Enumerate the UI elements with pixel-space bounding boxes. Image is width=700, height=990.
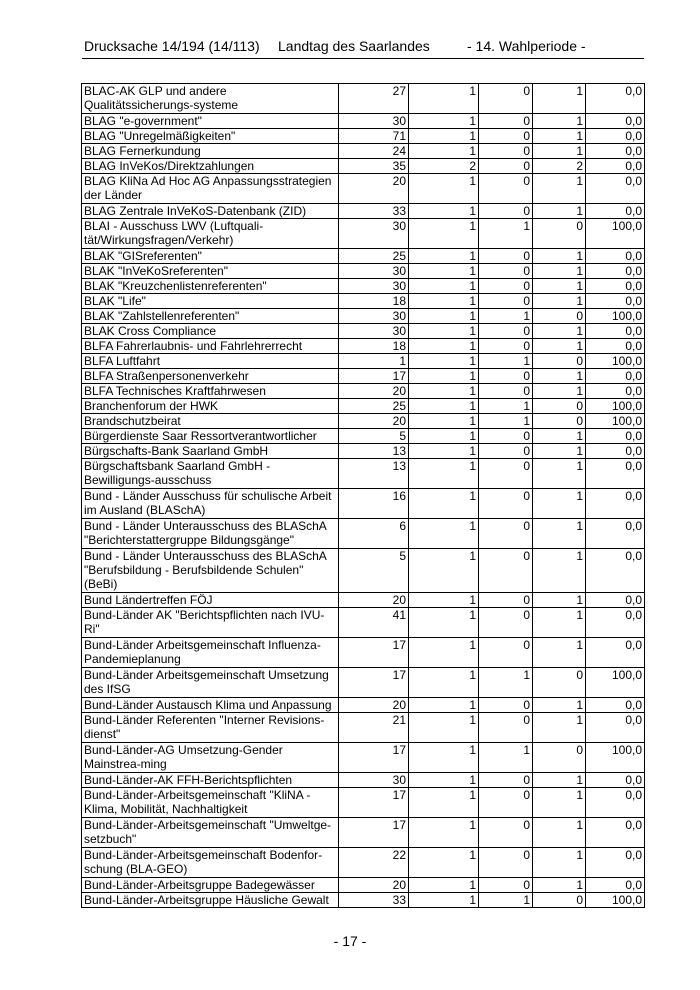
col-1-cell: 25 bbox=[339, 249, 409, 264]
col-2-cell: 1 bbox=[409, 429, 479, 444]
col-3-cell: 0 bbox=[479, 339, 533, 354]
col-3-cell: 0 bbox=[479, 459, 533, 489]
col-1-cell: 25 bbox=[339, 399, 409, 414]
col-1-cell: 20 bbox=[339, 878, 409, 893]
col-3-cell: 0 bbox=[479, 608, 533, 638]
col-3-cell: 0 bbox=[479, 638, 533, 668]
percentage-cell: 0,0 bbox=[586, 549, 645, 593]
col-3-cell: 0 bbox=[479, 549, 533, 593]
col-2-cell: 1 bbox=[409, 309, 479, 324]
committee-name-cell: Bund-Länder-Arbeitsgemeinschaft "KliNA - Klima, Mobilität, Nachhaltigkeit bbox=[82, 788, 339, 818]
col-1-cell: 30 bbox=[339, 114, 409, 129]
col-4-cell: 1 bbox=[533, 144, 586, 159]
table-row bbox=[82, 638, 645, 668]
table-row bbox=[82, 489, 645, 519]
col-1-cell: 5 bbox=[339, 549, 409, 593]
col-1-cell: 17 bbox=[339, 638, 409, 668]
committee-name-cell: BLAG KliNa Ad Hoc AG Anpassungsstrategien der Länder bbox=[82, 174, 339, 204]
committee-name-cell: Bund - Länder Unterausschuss des BLASchA "Berufsbildung - Berufsbildende Schulen" (BeBi) bbox=[82, 549, 339, 593]
col-4-cell: 1 bbox=[533, 384, 586, 399]
percentage-cell: 0,0 bbox=[586, 84, 645, 114]
table-row bbox=[82, 698, 645, 713]
col-3-cell: 0 bbox=[479, 294, 533, 309]
col-2-cell: 1 bbox=[409, 294, 479, 309]
committee-name-cell: Branchenforum der HWK bbox=[82, 399, 339, 414]
percentage-cell: 0,0 bbox=[586, 429, 645, 444]
col-4-cell: 1 bbox=[533, 114, 586, 129]
col-1-cell: 16 bbox=[339, 489, 409, 519]
col-3-cell: 0 bbox=[479, 159, 533, 174]
col-1-cell: 20 bbox=[339, 414, 409, 429]
table-row bbox=[82, 743, 645, 773]
col-1-cell: 1 bbox=[339, 354, 409, 369]
col-4-cell: 1 bbox=[533, 294, 586, 309]
percentage-cell: 0,0 bbox=[586, 174, 645, 204]
col-1-cell: 5 bbox=[339, 429, 409, 444]
percentage-cell: 0,0 bbox=[586, 638, 645, 668]
table-row bbox=[82, 114, 645, 129]
col-4-cell: 1 bbox=[533, 324, 586, 339]
col-2-cell: 1 bbox=[409, 114, 479, 129]
col-1-cell: 24 bbox=[339, 144, 409, 159]
col-4-cell: 0 bbox=[533, 399, 586, 414]
committee-name-cell: Bund-Länder-Arbeitsgruppe Badegewässer bbox=[82, 878, 339, 893]
table-row bbox=[82, 519, 645, 549]
col-4-cell: 1 bbox=[533, 773, 586, 788]
col-3-cell: 0 bbox=[479, 279, 533, 294]
table-row bbox=[82, 144, 645, 159]
percentage-cell: 0,0 bbox=[586, 459, 645, 489]
col-1-cell: 17 bbox=[339, 818, 409, 848]
col-2-cell: 2 bbox=[409, 159, 479, 174]
col-1-cell: 6 bbox=[339, 519, 409, 549]
col-2-cell: 1 bbox=[409, 219, 479, 249]
col-3-cell: 0 bbox=[479, 444, 533, 459]
percentage-cell: 100,0 bbox=[586, 354, 645, 369]
table-row bbox=[82, 788, 645, 818]
percentage-cell: 0,0 bbox=[586, 279, 645, 294]
col-3-cell: 0 bbox=[479, 204, 533, 219]
percentage-cell: 0,0 bbox=[586, 159, 645, 174]
percentage-cell: 0,0 bbox=[586, 848, 645, 878]
committee-name-cell: Bund-Länder-Arbeitsgruppe Häusliche Gewalt bbox=[82, 893, 339, 908]
committee-name-cell: Bund-Länder-Arbeitsgemeinschaft Bodenfor-schung (BLA-GEO) bbox=[82, 848, 339, 878]
col-1-cell: 30 bbox=[339, 264, 409, 279]
col-3-cell: 0 bbox=[479, 848, 533, 878]
col-3-cell: 0 bbox=[479, 249, 533, 264]
col-4-cell: 1 bbox=[533, 459, 586, 489]
percentage-cell: 0,0 bbox=[586, 369, 645, 384]
committee-table bbox=[81, 83, 645, 908]
header-divider bbox=[82, 58, 644, 59]
percentage-cell: 100,0 bbox=[586, 219, 645, 249]
col-1-cell: 27 bbox=[339, 84, 409, 114]
col-3-cell: 0 bbox=[479, 174, 533, 204]
col-3-cell: 1 bbox=[479, 309, 533, 324]
committee-name-cell: BLAK "Zahlstellenreferenten" bbox=[82, 309, 339, 324]
percentage-cell: 0,0 bbox=[586, 444, 645, 459]
table-row bbox=[82, 713, 645, 743]
committee-name-cell: Bund - Länder Unterausschuss des BLASchA "Berichterstattergruppe Bildungsgänge" bbox=[82, 519, 339, 549]
col-1-cell: 30 bbox=[339, 279, 409, 294]
col-4-cell: 1 bbox=[533, 489, 586, 519]
percentage-cell: 0,0 bbox=[586, 249, 645, 264]
percentage-cell: 0,0 bbox=[586, 339, 645, 354]
col-4-cell: 1 bbox=[533, 638, 586, 668]
percentage-cell: 0,0 bbox=[586, 324, 645, 339]
committee-name-cell: Bund - Länder Ausschuss für schulische Arbeit im Ausland (BLASchA) bbox=[82, 489, 339, 519]
committee-name-cell: Bund-Länder Referenten "Interner Revisions-dienst" bbox=[82, 713, 339, 743]
table-row bbox=[82, 399, 645, 414]
col-2-cell: 1 bbox=[409, 773, 479, 788]
percentage-cell: 100,0 bbox=[586, 893, 645, 908]
col-1-cell: 17 bbox=[339, 788, 409, 818]
col-3-cell: 0 bbox=[479, 129, 533, 144]
col-1-cell: 17 bbox=[339, 743, 409, 773]
col-1-cell: 18 bbox=[339, 339, 409, 354]
col-4-cell: 0 bbox=[533, 414, 586, 429]
col-1-cell: 30 bbox=[339, 773, 409, 788]
table-row bbox=[82, 309, 645, 324]
table-row bbox=[82, 773, 645, 788]
committee-name-cell: BLFA Luftfahrt bbox=[82, 354, 339, 369]
percentage-cell: 100,0 bbox=[586, 414, 645, 429]
percentage-cell: 0,0 bbox=[586, 129, 645, 144]
table-row bbox=[82, 878, 645, 893]
col-4-cell: 1 bbox=[533, 339, 586, 354]
col-2-cell: 1 bbox=[409, 399, 479, 414]
committee-name-cell: Bürgerdienste Saar Ressortverantwortlicher bbox=[82, 429, 339, 444]
col-3-cell: 0 bbox=[479, 698, 533, 713]
col-4-cell: 1 bbox=[533, 519, 586, 549]
col-4-cell: 1 bbox=[533, 369, 586, 384]
col-3-cell: 0 bbox=[479, 114, 533, 129]
col-1-cell: 30 bbox=[339, 324, 409, 339]
col-2-cell: 1 bbox=[409, 369, 479, 384]
table-row bbox=[82, 339, 645, 354]
col-1-cell: 17 bbox=[339, 668, 409, 698]
percentage-cell: 100,0 bbox=[586, 399, 645, 414]
table-row bbox=[82, 429, 645, 444]
col-4-cell: 1 bbox=[533, 429, 586, 444]
committee-name-cell: BLFA Fahrerlaubnis- und Fahrlehrerrecht bbox=[82, 339, 339, 354]
col-3-cell: 1 bbox=[479, 414, 533, 429]
table-row bbox=[82, 414, 645, 429]
table-row bbox=[82, 204, 645, 219]
col-4-cell: 1 bbox=[533, 698, 586, 713]
col-2-cell: 1 bbox=[409, 893, 479, 908]
table-row bbox=[82, 84, 645, 114]
col-1-cell: 20 bbox=[339, 174, 409, 204]
percentage-cell: 0,0 bbox=[586, 818, 645, 848]
committee-name-cell: Bürgschaftsbank Saarland GmbH - Bewilligungs-ausschuss bbox=[82, 459, 339, 489]
col-4-cell: 1 bbox=[533, 204, 586, 219]
table-row bbox=[82, 249, 645, 264]
col-3-cell: 0 bbox=[479, 519, 533, 549]
committee-name-cell: Bund-Länder AK "Berichtspflichten nach IVU-Ri" bbox=[82, 608, 339, 638]
col-2-cell: 1 bbox=[409, 788, 479, 818]
committee-name-cell: Bund-Länder Arbeitsgemeinschaft Influenza-Pandemieplanung bbox=[82, 638, 339, 668]
col-1-cell: 17 bbox=[339, 369, 409, 384]
col-4-cell: 1 bbox=[533, 848, 586, 878]
col-3-cell: 0 bbox=[479, 369, 533, 384]
table-row bbox=[82, 264, 645, 279]
committee-name-cell: BLAC-AK GLP und andere Qualitätssicherungs-systeme bbox=[82, 84, 339, 114]
col-1-cell: 33 bbox=[339, 204, 409, 219]
committee-name-cell: BLAG "Unregelmäßigkeiten" bbox=[82, 129, 339, 144]
committee-name-cell: Bund-Länder-Arbeitsgemeinschaft "Umweltge-setzbuch" bbox=[82, 818, 339, 848]
col-4-cell: 1 bbox=[533, 249, 586, 264]
col-1-cell: 41 bbox=[339, 608, 409, 638]
col-1-cell: 22 bbox=[339, 848, 409, 878]
col-3-cell: 0 bbox=[479, 713, 533, 743]
col-2-cell: 1 bbox=[409, 608, 479, 638]
percentage-cell: 0,0 bbox=[586, 384, 645, 399]
table-row bbox=[82, 369, 645, 384]
table-row bbox=[82, 279, 645, 294]
col-4-cell: 1 bbox=[533, 84, 586, 114]
committee-name-cell: BLAG Fernerkundung bbox=[82, 144, 339, 159]
col-2-cell: 1 bbox=[409, 549, 479, 593]
committee-name-cell: BLFA Straßenpersonenverkehr bbox=[82, 369, 339, 384]
col-4-cell: 1 bbox=[533, 264, 586, 279]
table-row bbox=[82, 384, 645, 399]
table-row bbox=[82, 593, 645, 608]
col-3-cell: 0 bbox=[479, 818, 533, 848]
header-parliament-name: Landtag des Saarlandes bbox=[278, 38, 430, 54]
table-row bbox=[82, 444, 645, 459]
committee-name-cell: BLAK Cross Compliance bbox=[82, 324, 339, 339]
col-2-cell: 1 bbox=[409, 264, 479, 279]
committee-name-cell: Bund-Länder-AG Umsetzung-Gender Mainstrea-ming bbox=[82, 743, 339, 773]
col-2-cell: 1 bbox=[409, 354, 479, 369]
col-4-cell: 0 bbox=[533, 893, 586, 908]
committee-name-cell: BLAK "GISreferenten" bbox=[82, 249, 339, 264]
col-2-cell: 1 bbox=[409, 174, 479, 204]
percentage-cell: 0,0 bbox=[586, 878, 645, 893]
committee-table-body bbox=[82, 84, 645, 908]
col-3-cell: 1 bbox=[479, 219, 533, 249]
committee-name-cell: Bürgschafts-Bank Saarland GmbH bbox=[82, 444, 339, 459]
committee-name-cell: Bund Ländertreffen FÖJ bbox=[82, 593, 339, 608]
col-2-cell: 1 bbox=[409, 459, 479, 489]
col-4-cell: 0 bbox=[533, 354, 586, 369]
committee-name-cell: BLAK "InVeKoSreferenten" bbox=[82, 264, 339, 279]
col-1-cell: 20 bbox=[339, 384, 409, 399]
percentage-cell: 0,0 bbox=[586, 519, 645, 549]
percentage-cell: 0,0 bbox=[586, 608, 645, 638]
committee-name-cell: Brandschutzbeirat bbox=[82, 414, 339, 429]
percentage-cell: 100,0 bbox=[586, 743, 645, 773]
col-3-cell: 1 bbox=[479, 743, 533, 773]
table-row bbox=[82, 324, 645, 339]
col-2-cell: 1 bbox=[409, 743, 479, 773]
col-4-cell: 1 bbox=[533, 129, 586, 144]
col-4-cell: 1 bbox=[533, 593, 586, 608]
col-1-cell: 20 bbox=[339, 698, 409, 713]
committee-name-cell: Bund-Länder Arbeitsgemeinschaft Umsetzung des IfSG bbox=[82, 668, 339, 698]
table-row bbox=[82, 219, 645, 249]
col-3-cell: 1 bbox=[479, 893, 533, 908]
col-1-cell: 21 bbox=[339, 713, 409, 743]
col-2-cell: 1 bbox=[409, 713, 479, 743]
col-2-cell: 1 bbox=[409, 84, 479, 114]
table-row bbox=[82, 459, 645, 489]
col-2-cell: 1 bbox=[409, 384, 479, 399]
col-4-cell: 0 bbox=[533, 668, 586, 698]
table-row bbox=[82, 174, 645, 204]
col-3-cell: 0 bbox=[479, 84, 533, 114]
col-3-cell: 0 bbox=[479, 264, 533, 279]
committee-name-cell: BLAI - Ausschuss LWV (Luftquali-tät/Wirkungsfragen/Verkehr) bbox=[82, 219, 339, 249]
col-2-cell: 1 bbox=[409, 129, 479, 144]
col-3-cell: 0 bbox=[479, 773, 533, 788]
percentage-cell: 0,0 bbox=[586, 264, 645, 279]
col-1-cell: 30 bbox=[339, 309, 409, 324]
percentage-cell: 100,0 bbox=[586, 309, 645, 324]
col-1-cell: 13 bbox=[339, 444, 409, 459]
col-2-cell: 1 bbox=[409, 878, 479, 893]
table-row bbox=[82, 549, 645, 593]
col-3-cell: 0 bbox=[479, 384, 533, 399]
table-row bbox=[82, 159, 645, 174]
col-2-cell: 1 bbox=[409, 489, 479, 519]
table-row bbox=[82, 608, 645, 638]
col-4-cell: 1 bbox=[533, 713, 586, 743]
col-2-cell: 1 bbox=[409, 698, 479, 713]
col-2-cell: 1 bbox=[409, 414, 479, 429]
col-2-cell: 1 bbox=[409, 324, 479, 339]
page-number: - 17 - bbox=[333, 933, 367, 949]
col-4-cell: 0 bbox=[533, 219, 586, 249]
col-3-cell: 0 bbox=[479, 144, 533, 159]
col-3-cell: 0 bbox=[479, 788, 533, 818]
committee-name-cell: BLAG Zentrale InVeKoS-Datenbank (ZID) bbox=[82, 204, 339, 219]
col-2-cell: 1 bbox=[409, 519, 479, 549]
committee-name-cell: BLAG InVeKos/Direktzahlungen bbox=[82, 159, 339, 174]
table-row bbox=[82, 848, 645, 878]
col-3-cell: 0 bbox=[479, 593, 533, 608]
col-1-cell: 13 bbox=[339, 459, 409, 489]
col-1-cell: 35 bbox=[339, 159, 409, 174]
col-4-cell: 1 bbox=[533, 549, 586, 593]
col-1-cell: 33 bbox=[339, 893, 409, 908]
table-row bbox=[82, 294, 645, 309]
col-1-cell: 18 bbox=[339, 294, 409, 309]
col-3-cell: 1 bbox=[479, 668, 533, 698]
col-2-cell: 1 bbox=[409, 668, 479, 698]
col-2-cell: 1 bbox=[409, 638, 479, 668]
col-2-cell: 1 bbox=[409, 339, 479, 354]
header-legislative-period: - 14. Wahlperiode - bbox=[467, 38, 586, 54]
percentage-cell: 0,0 bbox=[586, 489, 645, 519]
col-4-cell: 1 bbox=[533, 878, 586, 893]
table-row bbox=[82, 818, 645, 848]
percentage-cell: 0,0 bbox=[586, 593, 645, 608]
col-2-cell: 1 bbox=[409, 593, 479, 608]
committee-name-cell: BLAK "Kreuzchenlistenreferenten" bbox=[82, 279, 339, 294]
col-1-cell: 71 bbox=[339, 129, 409, 144]
col-3-cell: 0 bbox=[479, 489, 533, 519]
col-4-cell: 1 bbox=[533, 788, 586, 818]
table-row bbox=[82, 129, 645, 144]
percentage-cell: 0,0 bbox=[586, 698, 645, 713]
percentage-cell: 0,0 bbox=[586, 713, 645, 743]
col-4-cell: 1 bbox=[533, 818, 586, 848]
percentage-cell: 100,0 bbox=[586, 668, 645, 698]
col-2-cell: 1 bbox=[409, 204, 479, 219]
committee-name-cell: BLAK "Life" bbox=[82, 294, 339, 309]
col-4-cell: 2 bbox=[533, 159, 586, 174]
committee-name-cell: BLAG "e-government" bbox=[82, 114, 339, 129]
table-row bbox=[82, 893, 645, 908]
col-4-cell: 1 bbox=[533, 444, 586, 459]
header-document-number: Drucksache 14/194 (14/113) bbox=[84, 38, 260, 54]
col-4-cell: 1 bbox=[533, 608, 586, 638]
col-2-cell: 1 bbox=[409, 279, 479, 294]
committee-name-cell: Bund-Länder-AK FFH-Berichtspflichten bbox=[82, 773, 339, 788]
committee-name-cell: Bund-Länder Austausch Klima und Anpassung bbox=[82, 698, 339, 713]
percentage-cell: 0,0 bbox=[586, 204, 645, 219]
col-2-cell: 1 bbox=[409, 818, 479, 848]
col-2-cell: 1 bbox=[409, 848, 479, 878]
col-1-cell: 20 bbox=[339, 593, 409, 608]
percentage-cell: 0,0 bbox=[586, 788, 645, 818]
percentage-cell: 0,0 bbox=[586, 294, 645, 309]
col-4-cell: 0 bbox=[533, 743, 586, 773]
col-2-cell: 1 bbox=[409, 444, 479, 459]
col-2-cell: 1 bbox=[409, 249, 479, 264]
committee-name-cell: BLFA Technisches Kraftfahrwesen bbox=[82, 384, 339, 399]
col-4-cell: 1 bbox=[533, 174, 586, 204]
col-4-cell: 0 bbox=[533, 309, 586, 324]
col-3-cell: 1 bbox=[479, 399, 533, 414]
percentage-cell: 0,0 bbox=[586, 114, 645, 129]
col-3-cell: 0 bbox=[479, 324, 533, 339]
percentage-cell: 0,0 bbox=[586, 144, 645, 159]
percentage-cell: 0,0 bbox=[586, 773, 645, 788]
col-3-cell: 0 bbox=[479, 429, 533, 444]
table-row bbox=[82, 354, 645, 369]
col-2-cell: 1 bbox=[409, 144, 479, 159]
col-3-cell: 0 bbox=[479, 878, 533, 893]
table-row bbox=[82, 668, 645, 698]
col-3-cell: 1 bbox=[479, 354, 533, 369]
col-4-cell: 1 bbox=[533, 279, 586, 294]
col-1-cell: 30 bbox=[339, 219, 409, 249]
